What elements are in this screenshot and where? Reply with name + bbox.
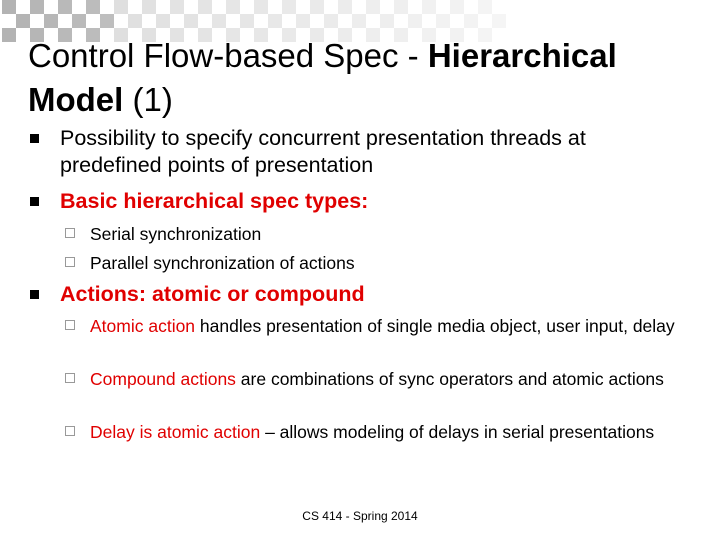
checker-square — [408, 14, 422, 28]
sub-bullet-item — [90, 367, 680, 391]
sub-bullet-item — [90, 222, 680, 246]
checker-square — [296, 14, 310, 28]
checker-square — [324, 14, 338, 28]
checker-square — [156, 14, 170, 28]
checker-square — [492, 14, 506, 28]
checker-square — [128, 14, 142, 28]
bullet-text: Actions: atomic or compound — [60, 282, 365, 306]
hollow-square-bullet-icon — [65, 373, 75, 383]
checker-square — [170, 0, 184, 14]
checker-square — [352, 14, 366, 28]
checker-square — [212, 14, 226, 28]
sub-bullet-text: are combinations of sync operators and atomic actions — [235, 369, 664, 389]
sub-bullet-item — [90, 251, 680, 275]
checker-square — [100, 14, 114, 28]
bullet-item-2 — [60, 188, 680, 215]
checker-square — [366, 0, 380, 14]
checker-square — [58, 0, 72, 14]
sub-bullet-item — [90, 420, 680, 444]
bullet-item-1 — [60, 125, 680, 179]
checker-square — [198, 0, 212, 14]
square-bullet-icon — [30, 134, 39, 143]
sub-bullet-highlight: Compound actions — [90, 369, 236, 389]
slide-footer: CS 414 - Spring 2014 — [302, 509, 418, 523]
checker-square — [422, 0, 436, 14]
checker-square — [16, 14, 30, 28]
checker-square — [254, 0, 268, 14]
checker-square — [436, 14, 450, 28]
hollow-square-bullet-icon — [65, 320, 75, 330]
checker-square — [464, 14, 478, 28]
checker-square — [450, 0, 464, 14]
checker-square — [310, 0, 324, 14]
sub-bullet-text: handles presentation of single media object, user input, delay — [195, 316, 675, 336]
hollow-square-bullet-icon — [65, 228, 75, 238]
square-bullet-icon — [30, 197, 39, 206]
checker-square — [142, 0, 156, 14]
bullet-text: Basic hierarchical spec types: — [60, 189, 369, 213]
square-bullet-icon — [30, 290, 39, 299]
bullet-item-3 — [60, 281, 680, 308]
checker-square — [72, 14, 86, 28]
checker-square — [86, 0, 100, 14]
checker-square — [226, 0, 240, 14]
sub-bullet-text: Parallel synchronization of actions — [90, 253, 355, 273]
sub-bullet-item — [90, 314, 680, 338]
checker-square — [282, 0, 296, 14]
sub-bullet-highlight: Atomic action — [90, 316, 196, 336]
hollow-square-bullet-icon — [65, 257, 75, 267]
checker-square — [240, 14, 254, 28]
sub-bullet-text: Serial synchronization — [90, 224, 262, 244]
checker-square — [2, 28, 16, 42]
title-part-2: Hierarchical Model — [28, 37, 617, 118]
checker-square — [184, 14, 198, 28]
hollow-square-bullet-icon — [65, 426, 75, 436]
checker-row — [0, 14, 720, 28]
checker-square — [338, 0, 352, 14]
checker-row — [0, 0, 720, 14]
checker-square — [30, 0, 44, 14]
bullet-text: Possibility to specify concurrent presentation threads at predefined points of presentation — [60, 126, 586, 177]
checker-square — [268, 14, 282, 28]
checker-square — [2, 0, 16, 14]
title-part-3: (1) — [123, 81, 173, 118]
sub-bullet-highlight: Delay is atomic action — [90, 422, 261, 442]
checker-square — [44, 14, 58, 28]
checker-square — [394, 0, 408, 14]
sub-bullet-text: – allows modeling of delays in serial presentations — [260, 422, 655, 442]
slide-title — [28, 34, 708, 122]
checker-square — [478, 0, 492, 14]
checker-square — [380, 14, 394, 28]
checker-square — [114, 0, 128, 14]
title-part-1: Control Flow-based Spec - — [28, 37, 428, 74]
